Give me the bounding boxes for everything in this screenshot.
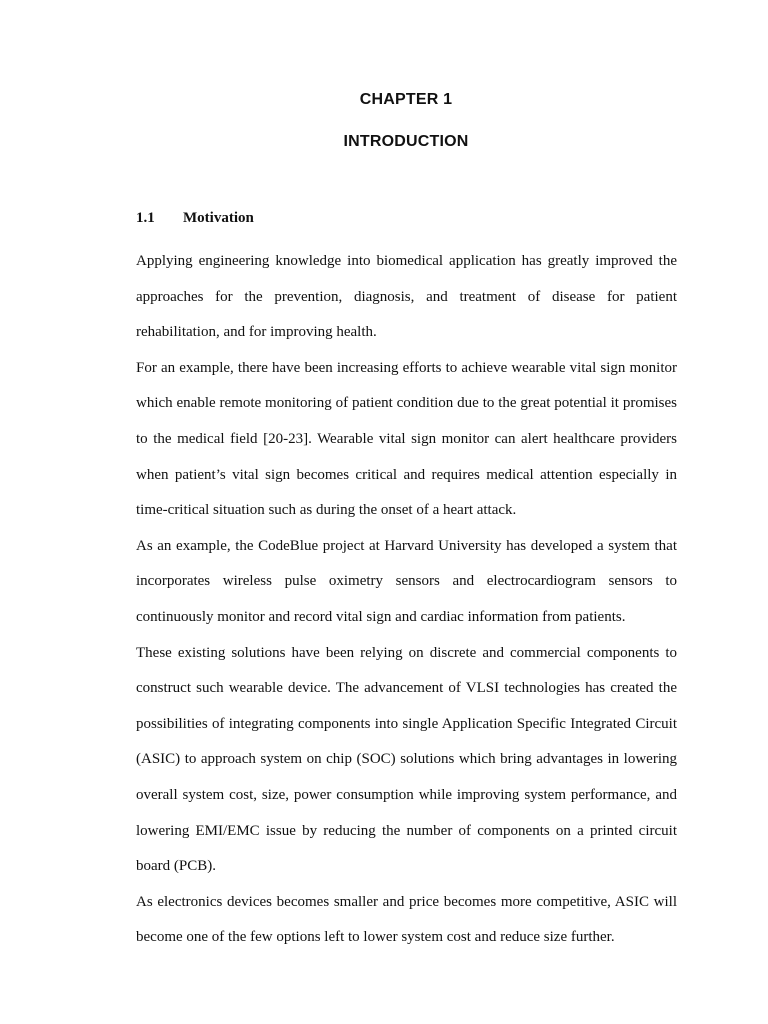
chapter-title: INTRODUCTION xyxy=(343,133,469,150)
paragraph: These existing solutions have been relying on discrete and commercial components to construct such wearable device. The advancement of VLSI technologies has created the possibilities of integrating components into single Application Specific Integrated Circuit (ASIC) to approach system on chip (SOC) solutions which bring advantages in lowering overall system cost, size, power consumption while improving system performance, and lowering EMI/EMC issue by reducing the number of components on a printed circuit board (PCB). xyxy=(136,644,677,875)
chapter-label: CHAPTER 1 xyxy=(359,91,453,108)
section-heading xyxy=(136,210,254,227)
paragraph: As electronics devices becomes smaller and price becomes more competitive, ASIC will become one of the few options left to lower system cost and reduce size further. xyxy=(136,893,677,946)
paragraph: As an example, the CodeBlue project at Harvard University has developed a system that incorporates wireless pulse oximetry sensors and electrocardiogram sensors to continuously monitor and record vital sign and cardiac information from patients. xyxy=(136,537,677,625)
section-number: 1.1 xyxy=(136,210,155,226)
paragraph: Applying engineering knowledge into biomedical application has greatly improved the approaches for the prevention, diagnosis, and treatment of disease for patient rehabilitation, and for improving health. xyxy=(136,253,677,341)
body-text xyxy=(136,244,677,956)
section-title: Motivation xyxy=(183,210,254,226)
paragraph: For an example, there have been increasing efforts to achieve wearable vital sign monitor which enable remote monitoring of patient condition due to the great potential it promises to the medical field [20-23]. Wearable vital sign monitor can alert healthcare providers when patient’s vital sign becomes critical and requires medical attention especially in time-critical situation such as during the onset of a heart attack. xyxy=(136,359,677,519)
